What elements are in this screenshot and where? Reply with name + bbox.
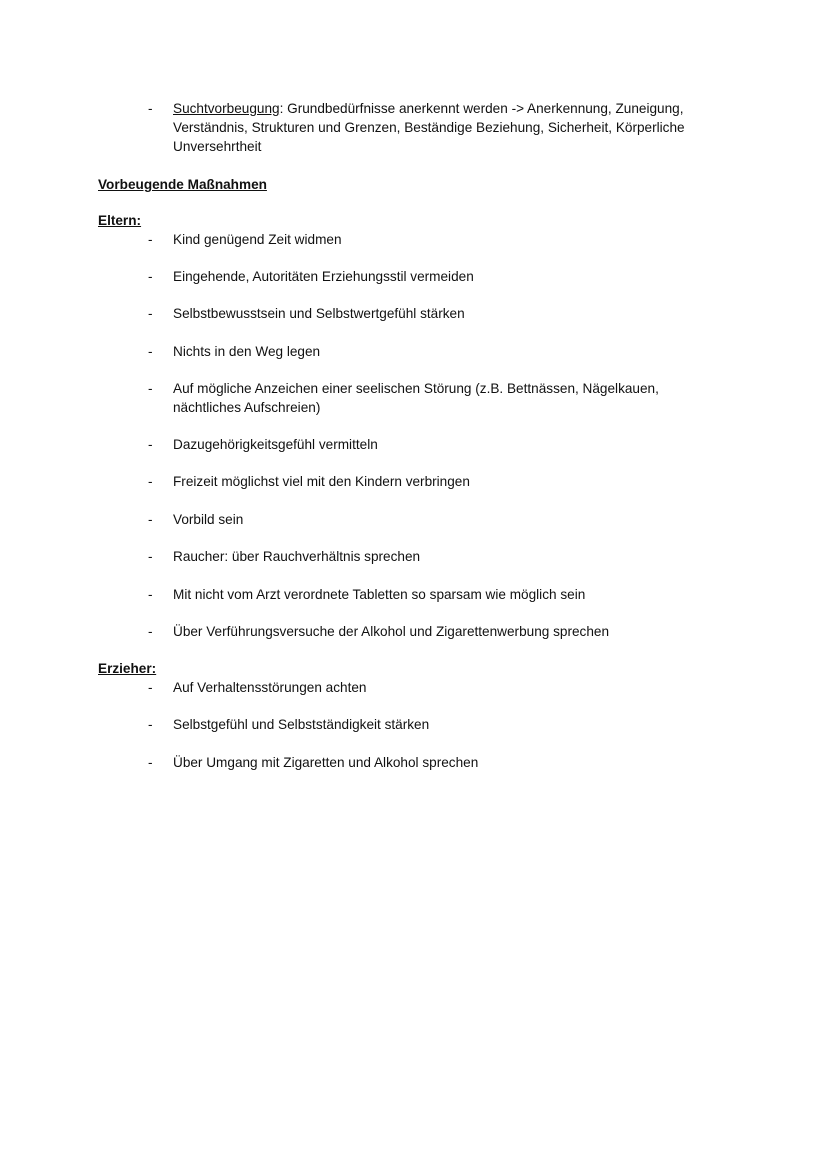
list-item-text: Eingehende, Autoritäten Erziehungsstil vermeiden — [173, 269, 474, 284]
list-item — [148, 379, 728, 417]
list-item — [148, 715, 728, 734]
intro-list-item — [148, 99, 728, 156]
list-item — [148, 267, 728, 286]
bullet-dash: - — [148, 587, 153, 602]
list-item-text: Kind genügend Zeit widmen — [173, 232, 342, 247]
list-item-text: Freizeit möglichst viel mit den Kindern verbringen — [173, 474, 470, 489]
section-title: Vorbeugende Maßnahmen — [98, 177, 267, 192]
bullet-dash: - — [148, 381, 153, 396]
list-item-text: Auf Verhaltensstörungen achten — [173, 680, 367, 695]
bullet-dash: - — [148, 624, 153, 639]
bullet-dash: - — [148, 474, 153, 489]
list-item-text: Dazugehörigkeitsgefühl vermitteln — [173, 437, 378, 452]
list-item-text: Nichts in den Weg legen — [173, 344, 321, 359]
bullet-dash: - — [148, 344, 153, 359]
bullet-dash: - — [148, 437, 153, 452]
intro-text — [173, 99, 728, 156]
list-item-text: Selbstgefühl und Selbstständigkeit stärken — [173, 717, 430, 732]
list-item-text: Auf mögliche Anzeichen einer seelischen Störung (z.B. Bettnässen, Nägelkauen, nächtliches Aufschreien) — [173, 381, 659, 415]
list-item — [148, 435, 728, 454]
list-item — [148, 753, 728, 772]
list-item — [148, 304, 728, 323]
intro-description: : Grundbedürfnisse anerkennt werden -> Anerkennung, Zuneigung, Verständnis, Strukturen und Grenzen, Beständige Beziehung, Sicherheit, Körperliche Unversehrtheit — [173, 101, 685, 154]
list-item — [148, 622, 728, 641]
list-item-text: Selbstbewusstsein und Selbstwertgefühl stärken — [173, 306, 465, 321]
list-item — [148, 678, 728, 697]
bullet-dash: - — [148, 306, 153, 321]
list-item-text: Über Verführungsversuche der Alkohol und Zigarettenwerbung sprechen — [173, 624, 610, 639]
bullet-dash: - — [148, 269, 153, 284]
bullet-dash: - — [148, 755, 153, 770]
list-item — [148, 342, 728, 361]
list-item-text: Vorbild sein — [173, 512, 244, 527]
list-item — [148, 472, 728, 491]
list-item — [148, 510, 728, 529]
bullet-dash: - — [148, 717, 153, 732]
erzieher-heading: Erzieher: — [98, 661, 157, 676]
bullet-dash: - — [148, 101, 153, 116]
bullet-dash: - — [148, 232, 153, 247]
intro-term: Suchtvorbeugung — [173, 101, 280, 116]
list-item — [148, 585, 728, 604]
list-item-text: Raucher: über Rauchverhältnis sprechen — [173, 549, 421, 564]
list-item-text: Über Umgang mit Zigaretten und Alkohol sprechen — [173, 755, 479, 770]
list-item — [148, 230, 728, 249]
eltern-heading: Eltern: — [98, 213, 142, 228]
list-item-text: Mit nicht vom Arzt verordnete Tabletten so sparsam wie möglich sein — [173, 587, 586, 602]
bullet-dash: - — [148, 512, 153, 527]
bullet-dash: - — [148, 549, 153, 564]
bullet-dash: - — [148, 680, 153, 695]
list-item — [148, 547, 728, 566]
